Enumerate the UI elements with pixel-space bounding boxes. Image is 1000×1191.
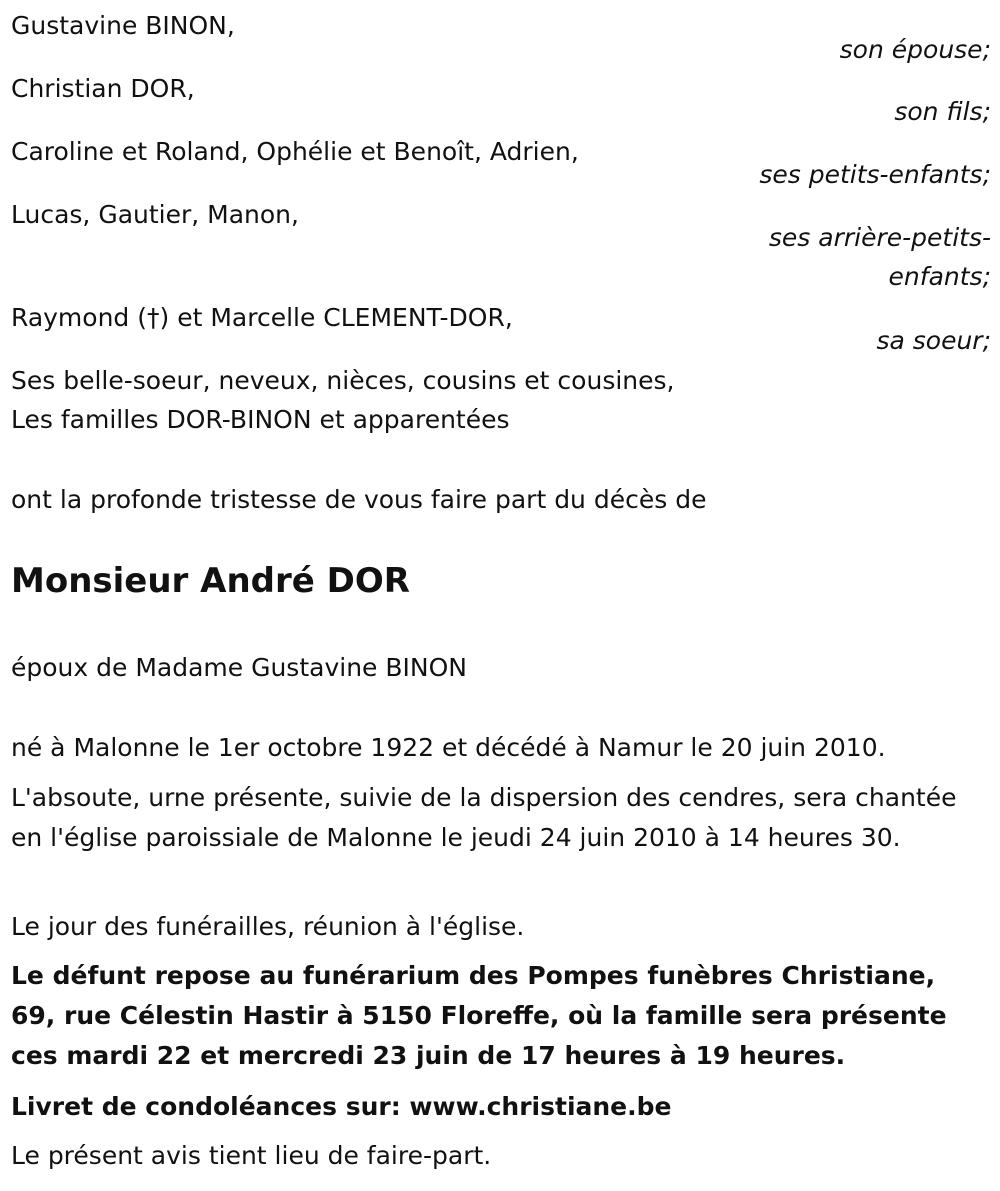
other-relatives-line: Ses belle-soeur, neveux, nièces, cousins et cousines, — [11, 366, 675, 395]
birth-death-line: né à Malonne le 1er octobre 1922 et décédé à Namur le 20 juin 2010. — [11, 733, 886, 762]
family-member-name: Gustavine BINON, — [11, 11, 235, 40]
family-member-name: Raymond (†) et Marcelle CLEMENT-DOR, — [11, 303, 513, 332]
family-member-name: Caroline et Roland, Ophélie et Benoît, Adrien, — [11, 137, 579, 166]
family-relation: ses petits-enfants; — [759, 160, 991, 189]
family-relation: sa soeur; — [876, 326, 991, 355]
absoute-paragraph: L'absoute, urne présente, suivie de la dispersion des cendres, sera chantée en l'église paroissiale de Malonne le jeudi 24 juin 2010 à 14 heures 30. — [11, 783, 957, 852]
spouse-line: époux de Madame Gustavine BINON — [11, 653, 467, 682]
family-relation: son épouse; — [839, 35, 991, 64]
deceased-name: Monsieur André DOR — [11, 561, 410, 601]
funeral-day-line: Le jour des funérailles, réunion à l'église. — [11, 912, 525, 941]
repose-paragraph: Le défunt repose au funérarium des Pompes funèbres Christiane, 69, rue Célestin Hastir à 5150 Floreffe, où la famille sera présente ces mardi 22 et mercredi 23 juin de 17 heures à 19 heures. — [11, 961, 947, 1070]
other-relatives-line: Les familles DOR-BINON et apparentées — [11, 405, 510, 434]
family-relation: son fils; — [894, 97, 991, 126]
announcement-text: ont la profonde tristesse de vous faire part du décès de — [11, 485, 707, 514]
family-member-name: Christian DOR, — [11, 74, 195, 103]
family-relation-continued: enfants; — [888, 262, 991, 291]
condolences-line: Livret de condoléances sur: www.christiane.be — [11, 1092, 672, 1121]
family-relation: ses arrière-petits- — [768, 223, 991, 252]
family-member-name: Lucas, Gautier, Manon, — [11, 200, 299, 229]
notice-line: Le présent avis tient lieu de faire-part. — [11, 1141, 492, 1170]
